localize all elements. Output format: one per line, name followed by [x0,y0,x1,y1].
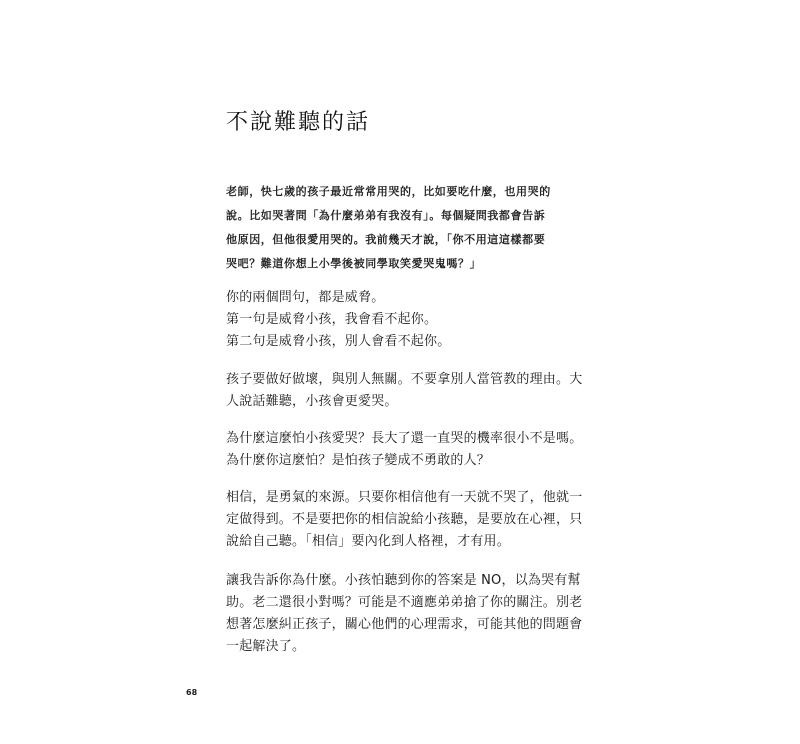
answer-paragraph [226,570,586,658]
answer-line: 第一句是威脅小孩，我會看不起你。 [226,312,438,327]
answer-line: 為什麼你這麼怕？是怕孩子變成不勇敢的人？ [226,453,491,468]
page-title: 不說難聽的話 [226,110,371,135]
answer-paragraph [226,287,586,353]
question-line: 老師，快七歲的孩子最近常常用哭的，比如要吃什麼，也用哭的 [226,185,551,198]
answer-line: 你的兩個問句，都是威脅。 [226,290,385,305]
question-line: 說。比如哭著問「為什麼弟弟有我沒有」。每個疑問我都會告訴 [226,209,546,222]
reader-question [226,180,586,276]
answer-line: 讓我告訴你為什麼。小孩怕聽到你的答案是 NO，以為哭有幫 [226,573,581,588]
answer-line: 第二句是威脅小孩，別人會看不起你。 [226,334,451,349]
answer-paragraph [226,369,586,413]
answer-line: 想著怎麼糾正孩子，關心他們的心理需求，可能其他的問題會 [226,617,583,632]
answer-line: 孩子要做好做壞，與別人無關。不要拿別人當管教的理由。大 [226,372,583,387]
answer-line: 一起解決了。 [226,639,306,654]
answer-line: 為什麼這麼怕小孩愛哭？長大了還一直哭的機率很小不是嗎。 [226,431,583,446]
answer-line: 相信，是勇氣的來源。只要你相信他有一天就不哭了，他就一 [226,490,583,505]
answer-line: 助。老二還很小對嗎？可能是不適應弟弟搶了你的關注。別老 [226,595,583,610]
answer-line: 定做得到。不是要把你的相信說給小孩聽，是要放在心裡，只 [226,512,583,527]
answer-paragraph [226,487,586,553]
answer-paragraph [226,428,586,472]
page-number: 68 [186,688,198,697]
answer-line: 人說話難聽，小孩會更愛哭。 [226,394,398,409]
answer-line: 說給自己聽。「相信」要內化到人格裡，才有用。 [226,534,510,549]
question-line: 哭吧？難道你想上小學後被同學取笑愛哭鬼嗎？」 [226,257,482,270]
question-line: 他原因，但他很愛用哭的。我前幾天才說，「你不用這這樣都要 [226,233,546,246]
